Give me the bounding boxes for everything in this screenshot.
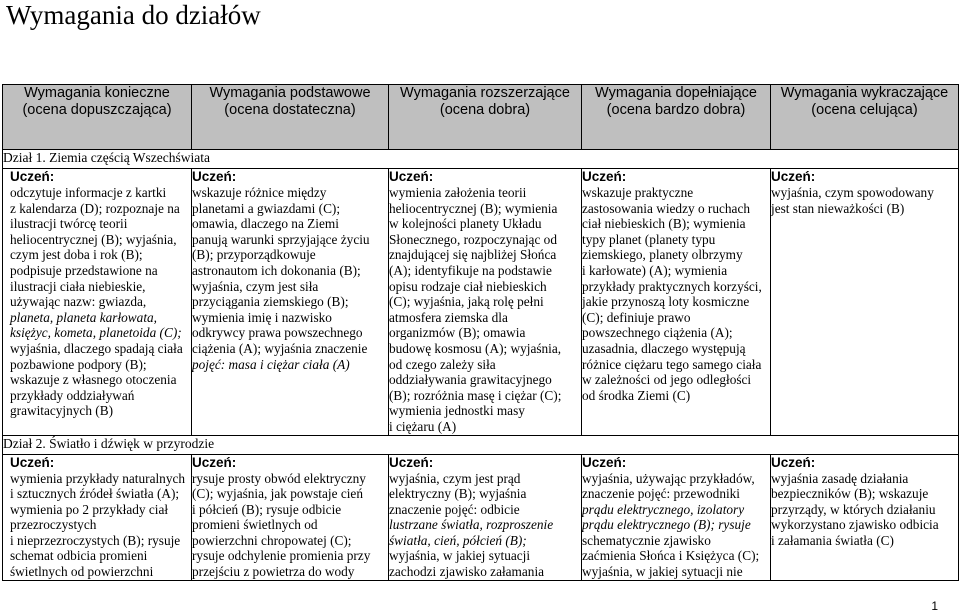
cell-s2-necessary: Uczeń: wymienia przykłady naturalnych i sztucznych źródeł światła (A); wymienia po 2 przykłady ciał przezroczystych i nieprzezroczystych (B); rysuje schemat odbicia promieni świetlnych od powierzchni — [3, 454, 192, 580]
cell-s2-extended: Uczeń: wyjaśnia, czym jest prąd elektryczny (B); wyjaśnia znaczenie pojęć: odbicie lustrzane światła, rozproszenie światła, cień, półcień (B); wyjaśnia, w jakiej sytuacji zachodzi zjawisko załamania — [389, 454, 582, 580]
section-row-1 — [3, 150, 959, 169]
section-row-2 — [3, 435, 959, 454]
cell-s1-basic: Uczeń: wskazuje różnice między planetami a gwiazdami (C); omawia, dlaczego na Ziemi panują warunki sprzyjające życiu (B); przyporządkowuje astronautom ich dokonania (B); wyjaśnia, czym jest siła przyciągania ziemskiego (B); wymienia imię i nazwisko odkrywcy prawa powszechnego ciążenia (A); wyjaśnia znaczenie pojęć: masa i ciężar ciała (A) — [192, 169, 389, 436]
requirements-row-1 — [3, 169, 959, 436]
requirements-table — [2, 84, 959, 581]
header-complementary: Wymagania dopełniające (ocena bardzo dobra) — [582, 85, 771, 150]
requirements-row-2 — [3, 454, 959, 580]
page-number: 1 — [931, 599, 938, 613]
cell-s1-beyond: Uczeń: wyjaśnia, czym spowodowany jest stan nieważkości (B) — [771, 169, 959, 436]
cell-s2-complementary: Uczeń: wyjaśnia, używając przykładów, znaczenie pojęć: przewodniki prądu elektrycznego, izolatory prądu elektrycznego (B); rysuje schematycznie zjawisko zaćmienia Słońca i Księżyca (C); wyjaśnia, w jakiej sytuacji nie — [582, 454, 771, 580]
header-beyond: Wymagania wykraczające (ocena celująca) — [771, 85, 959, 150]
header-row — [3, 85, 959, 150]
header-basic: Wymagania podstawowe (ocena dostateczna) — [192, 85, 389, 150]
cell-s1-complementary: Uczeń: wskazuje praktyczne zastosowania wiedzy o ruchach ciał niebieskich (B); wymienia typy planet (planety typu ziemskiego, planety olbrzymy i karłowate) (A); wymienia przykłady praktycznych korzyści, jakie przynoszą loty kosmiczne (C); definiuje prawo powszechnego ciążenia (A); uzasadnia, dlaczego występują różnice ciężaru tego samego ciała w zależności od jego odległości od środka Ziemi (C) — [582, 169, 771, 436]
cell-s1-extended: Uczeń: wymienia założenia teorii heliocentrycznej (B); wymienia w kolejności planety Układu Słonecznego, rozpoczynając od znajdującej się najbliżej Słońca (A); identyfikuje na podstawie opisu rodzaje ciał niebieskich (C); wyjaśnia, jaką rolę pełni atmosfera ziemska dla organizmów (B); omawia budowę kosmosu (A); wyjaśnia, od czego zależy siła oddziaływania grawitacyjnego (B); rozróżnia masę i ciężar (C); wymienia jednostki masy i ciężaru (A) — [389, 169, 582, 436]
header-extended: Wymagania rozszerzające (ocena dobra) — [389, 85, 582, 150]
cell-s2-beyond: Uczeń: wyjaśnia zasadę działania bezpieczników (B); wskazuje przyrządy, w których działaniu wykorzystano zjawisko odbicia i załamania światła (C) — [771, 454, 959, 580]
header-necessary: Wymagania konieczne (ocena dopuszczająca) — [3, 85, 192, 150]
section-title: Dział 2. Światło i dźwięk w przyrodzie — [3, 435, 959, 454]
section-title: Dział 1. Ziemia częścią Wszechświata — [3, 150, 959, 169]
document-title: Wymagania do działów — [6, 0, 261, 30]
cell-s1-necessary: Uczeń: odczytuje informacje z kartki z kalendarza (D); rozpoznaje na ilustracji twórcę teorii heliocentrycznej (B); wyjaśnia, czym jest doba i rok (B); podpisuje przedstawione na ilustracji ciała niebieskie, używając nazw: gwiazda, planeta, planeta karłowata, księżyc, kometa, planetoida (C); wyjaśnia, dlaczego spadają ciała pozbawione podpory (B); wskazuje z własnego otoczenia przykłady oddziaływań grawitacyjnych (B) — [3, 169, 192, 436]
cell-s2-basic: Uczeń: rysuje prosty obwód elektryczny (C); wyjaśnia, jak powstaje cień i półcień (B); rysuje odbicie promieni świetlnych od powierzchni chropowatej (C); rysuje odchylenie promienia przy przejściu z powietrza do wody — [192, 454, 389, 580]
